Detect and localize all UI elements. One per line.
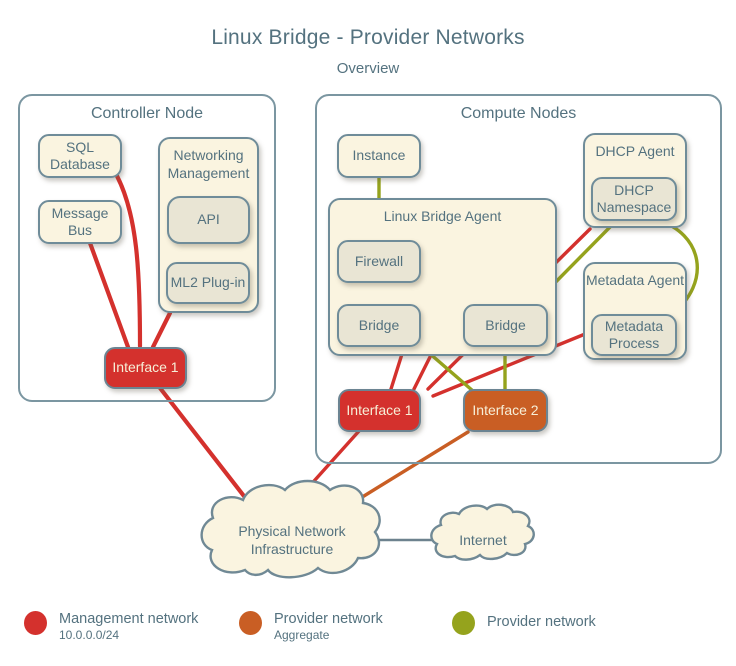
networking-management-label: Networking Management [167,147,250,181]
ml2-plugin-node: ML2 Plug-in [166,262,250,304]
provider-aggregate-label: Provider network [274,611,383,627]
bridge-left-node: Bridge [337,304,421,347]
compute-interface1-node: Interface 1 [338,389,421,432]
controller-interface1-node: Interface 1 [104,347,187,389]
bridge-right-node: Bridge [463,304,548,347]
management-network-dot [24,611,47,635]
provider-network-dot [452,611,475,635]
legend-item-management [24,611,198,642]
provider-aggregate-sublabel: Aggregate [274,628,330,642]
api-node: API [167,196,250,244]
instance-node: Instance [337,134,421,178]
legend-item-provider-aggregate [239,611,383,642]
interface2-node: Interface 2 [463,389,548,432]
management-network-subnet: 10.0.0.0/24 [59,628,120,642]
linux-bridge-agent-label: Linux Bridge Agent [383,208,502,224]
compute-nodes-title: Compute Nodes [460,105,577,122]
message-bus-node: Message Bus [38,200,122,244]
diagram-subtitle: Overview [336,60,400,77]
provider-aggregate-dot [239,611,262,635]
diagram-title: Linux Bridge - Provider Networks [211,26,525,49]
sql-database-node: SQL Database [38,134,122,178]
internet-label: Internet [459,532,507,548]
metadata-agent-label: Metadata Agent [585,272,685,288]
firewall-node: Firewall [337,240,421,283]
controller-node-title: Controller Node [90,105,204,122]
provider-network-label: Provider network [487,614,596,630]
legend-item-provider [452,611,596,635]
physical-network-label: Physical Network Infrastructure [238,523,346,558]
dhcp-agent-label: DHCP Agent [595,143,675,159]
dhcp-namespace-node: DHCP Namespace [591,177,677,221]
management-network-label: Management network [59,611,199,627]
metadata-process-node: Metadata Process [591,314,677,356]
